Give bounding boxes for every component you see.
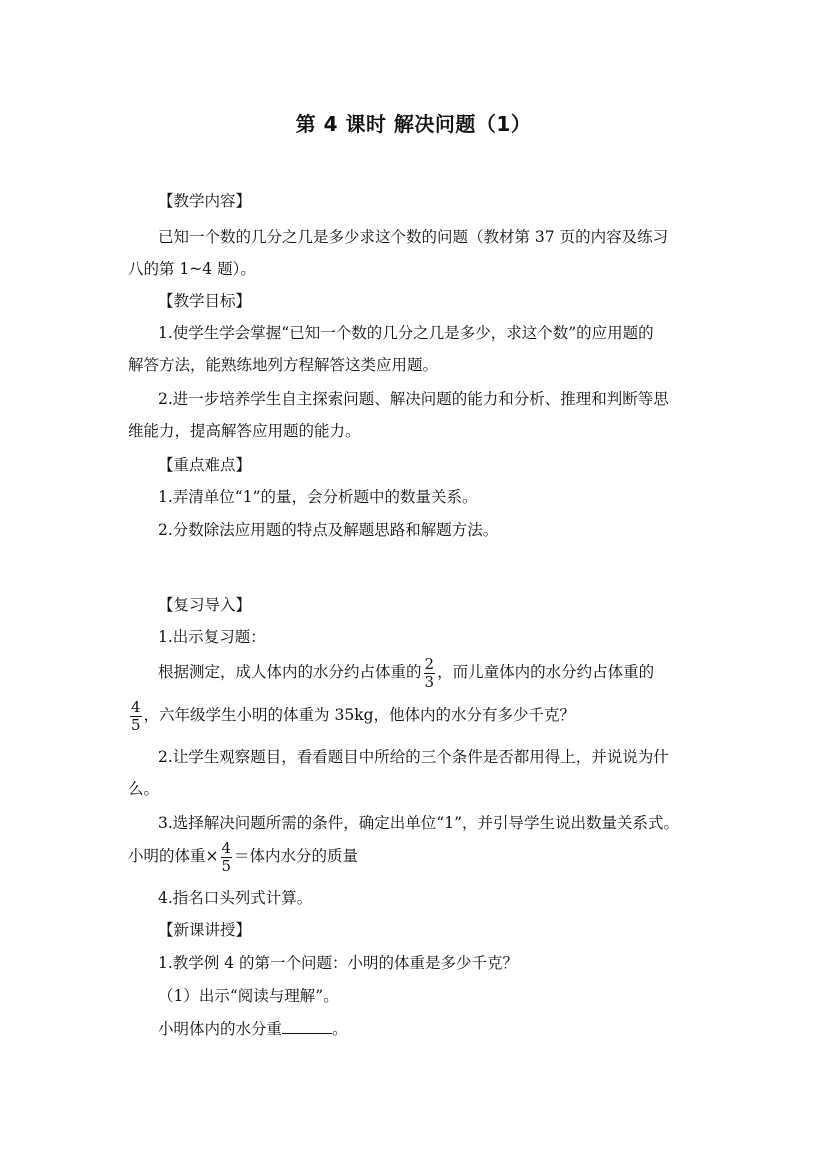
section-heading-review: 【复习导入】 xyxy=(158,596,252,614)
problem-line xyxy=(158,652,738,692)
paragraph-line: 1.教学例 4 的第一个问题：小明的体重是多少千克？ xyxy=(158,954,519,972)
paragraph-line: 1.弄清单位“1”的量，会分析题中的数量关系。 xyxy=(158,488,478,506)
section-heading-goals: 【教学目标】 xyxy=(158,292,252,310)
fill-in-text: 小明体内的水分重 xyxy=(158,1020,283,1038)
paragraph-line: 维能力，提高解答应用题的能力。 xyxy=(128,422,361,440)
fraction-numerator: 4 xyxy=(221,838,232,857)
section-heading-new-lesson: 【新课讲授】 xyxy=(158,921,252,939)
paragraph-line: 2.分数除法应用题的特点及解题思路和解题方法。 xyxy=(158,521,499,539)
fill-in-line xyxy=(158,1018,738,1040)
fraction xyxy=(221,840,233,875)
relation-text: 小明的体重× xyxy=(128,847,219,865)
paragraph-line: 八的第 1~4 题）。 xyxy=(128,260,256,278)
page-title: 第 4 课时 解决问题（1） xyxy=(295,112,532,136)
section-heading-content: 【教学内容】 xyxy=(158,192,252,210)
paragraph-line: （1）出示“阅读与理解”。 xyxy=(158,987,339,1005)
paragraph-line: 解答方法，能熟练地列方程解答这类应用题。 xyxy=(128,356,439,374)
fill-in-text: 。 xyxy=(332,1020,348,1038)
fraction xyxy=(130,699,142,734)
relation-text: ＝体内水分的质量 xyxy=(234,847,359,865)
fraction-denominator: 3 xyxy=(424,672,435,691)
paragraph-line: 1.出示复习题： xyxy=(158,628,266,646)
problem-text: ，六年级学生小明的体重为 35kg，他体内的水分有多少千克？ xyxy=(143,706,576,724)
paragraph-line: 已知一个数的几分之几是多少求这个数的问题（教材第 37 页的内容及练习 xyxy=(158,228,669,246)
fraction-numerator: 2 xyxy=(424,654,435,673)
fraction xyxy=(424,656,436,691)
paragraph-line: 1.使学生学会掌握“已知一个数的几分之几是多少，求这个数”的应用题的 xyxy=(158,324,654,342)
problem-text: 根据测定，成人体内的水分约占体重的 xyxy=(158,663,422,681)
problem-line xyxy=(128,695,708,735)
section-heading-key-points: 【重点难点】 xyxy=(158,456,252,474)
fraction-denominator: 5 xyxy=(131,715,141,734)
fraction-numerator: 4 xyxy=(131,697,141,716)
problem-text: ，而儿童体内的水分约占体重的 xyxy=(437,663,655,681)
answer-blank[interactable] xyxy=(282,1019,332,1034)
paragraph-line: 2.让学生观察题目，看看题目中所给的三个条件是否都用得上，并说说为什 xyxy=(158,748,669,766)
paragraph-line: 么。 xyxy=(128,780,160,798)
paragraph-line: 4.指名口头列式计算。 xyxy=(158,889,313,907)
fraction-denominator: 5 xyxy=(221,856,232,875)
paragraph-line: 3.选择解决问题所需的条件，确定出单位“1”，并引导学生说出数量关系式。 xyxy=(158,814,680,832)
relation-line xyxy=(128,836,708,876)
paragraph-line: 2.进一步培养学生自主探索问题、解决问题的能力和分析、推理和判断等思 xyxy=(158,390,669,408)
